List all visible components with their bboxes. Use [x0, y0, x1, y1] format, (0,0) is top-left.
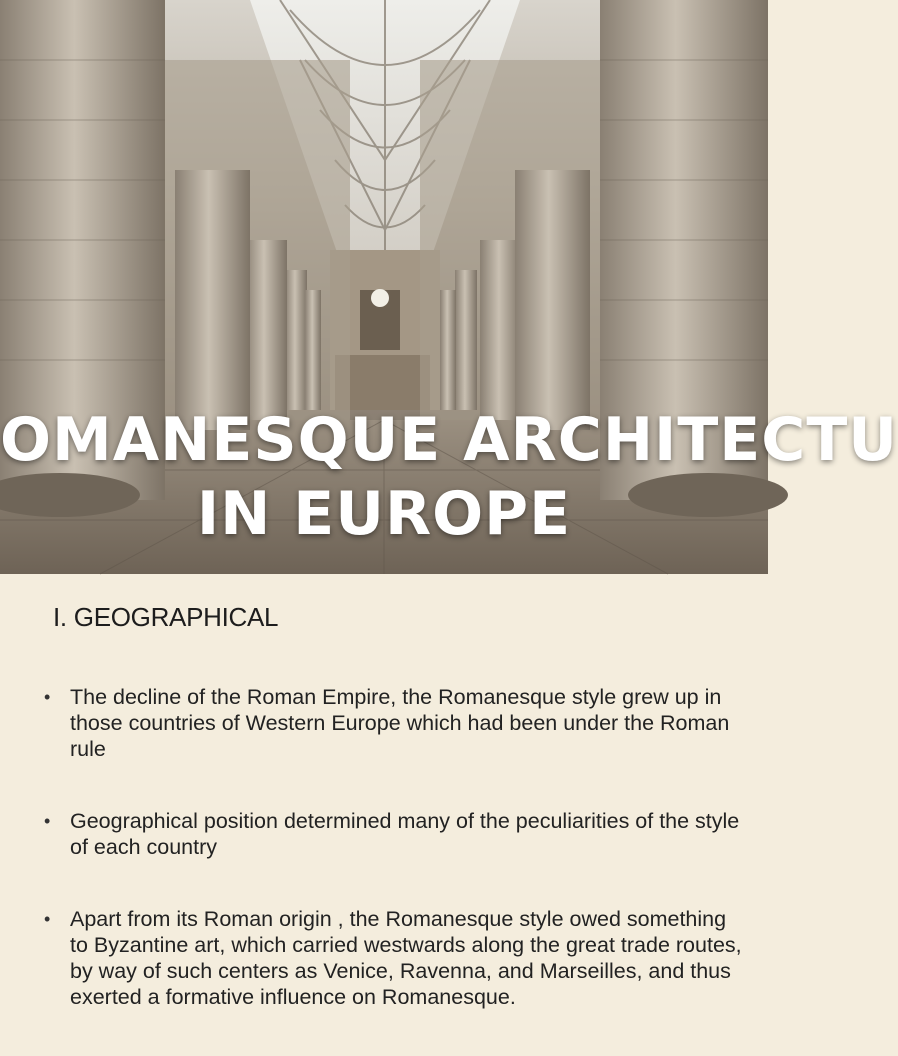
bullet-dot: •: [44, 811, 51, 831]
bullet-list: [44, 684, 744, 1056]
bullet-dot: •: [44, 909, 51, 929]
bullet-text: The decline of the Roman Empire, the Romanesque style grew up in those countries of Western Europe which had been under the Roman rule: [70, 685, 730, 761]
bullet-text: Geographical position determined many of the peculiarities of the style of each country: [70, 809, 740, 859]
bullet-text: Apart from its Roman origin , the Romanesque style owed something to Byzantine art, which carried westwards along the great trade routes, by way of such centers as Venice, Ravenna, and Marseilles, and thus exerted a formative influence on Romanesque.: [70, 907, 742, 1009]
presentation-title-line-1: OMANESQUE ARCHITECTU: [0, 405, 898, 475]
section-heading: I. GEOGRAPHICAL: [53, 602, 279, 632]
presentation-title-line-2: IN EUROPE: [196, 479, 572, 549]
bullet-item: [44, 906, 744, 1010]
bullet-item: [44, 808, 744, 860]
bullet-item: [44, 684, 744, 762]
bullet-dot: •: [44, 687, 51, 707]
